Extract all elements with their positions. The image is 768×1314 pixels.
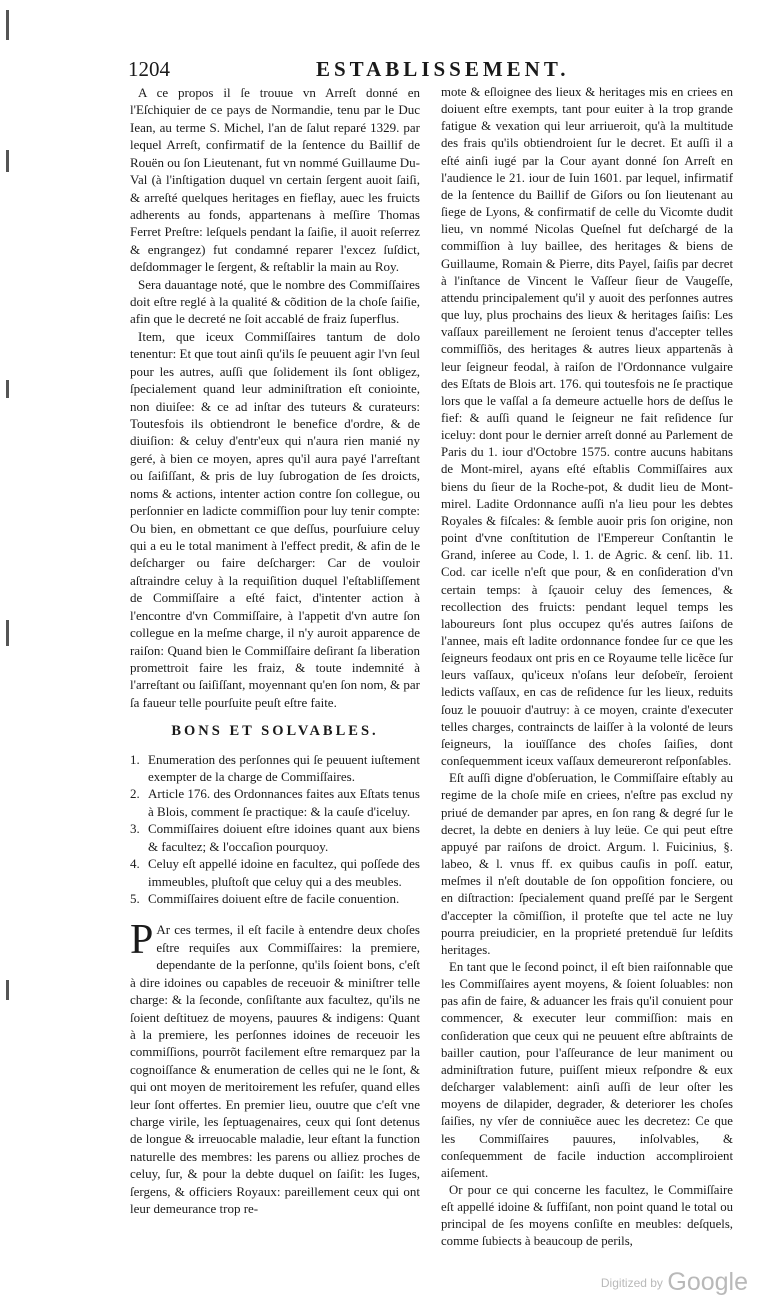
summary-item-number: 3. [130, 821, 140, 837]
paragraph: En tant que le ſecond poinct, il eſt bien raiſonnable que les Commiſſaires ayent moyens, & ſoient ſoluables: non pas afin de faire, & aduancer les frais qu'il conuient pour commencer, & executer leur commiſſion: mais en conſideration que ceux qui ne peuuent eſtre abſtraints de bailler caution, pour l'aſſeurance de leur maniment ou adminiſtration future, puiſſent mieux reſpondre & eux deſcharger valablement: ainſi auſſi de leur oſter les moyens de dilapider, degrader, & deteriorer les choſes ſaiſies, ny vſer de conniuẽce auec les decretez: Ce que les Commiſſaires pauures, inſolvables, & conſequemment de facile induction accompliroient aiſement. [441, 959, 733, 1180]
dropcap-paragraph-text: Ar ces termes, il eſt facile à entendre deux choſes eſtre requiſes aux Commiſſaires: la premiere, dependante de la perſonne, qu'ils ſoient bons, c'eſt à dire idoines ou capables de receuoir & miniſtrer telle charge: & la ſeconde, conſiſtante aux facultez, qu'ils ne ſoient deſtituez de moyens, pauures & indigens: Quant à la premiere, les perſonnes idoines de receuoir les commiſſions, pourrõt facilement eſtre remarquez par la cognoiſſance & enumeration de celles qui ne le ſont, & qui ont moyen de meritoirement les refuſer, quand elles leur ſont offertes. En premier lieu, ouutre que c'eſt vne charge virile, les ſeptuagenaires, ceux qui ſont detenus de longue & irreuocable maladie, leur eſtant la function naturelle des membres: les parens ou alliez proches de celuy, ſur, & pour la debte duquel on ſaiſit: les Iuges, ſergens, & officiers Royaux: pareillement ceux qui ont leur demeurance trop re- [130, 922, 420, 1217]
summary-item [130, 890, 420, 907]
page-number: 1204 [128, 57, 170, 81]
summary-item [130, 785, 420, 820]
page-header [128, 54, 728, 84]
dropcap-paragraph [130, 917, 420, 1217]
paragraph: Item, que iceux Commiſſaires tantum de dolo tenentur: Et que tout ainſi qu'ils ſe peuuent agir l'vn ſeul pour les autres, auſſi que ſolidement ils ſont obligez, ſpecialement quand leur adminiſtration eſt coniointe, non diuiſee: & ce ad inſtar des tuteurs & curateurs: Toutesfois ils obtiendront le benefice d'ordre, & de diuiſion: & celuy d'entr'eux qui n'aura rien manié ny geré, à bien ce moyen, apres qu'il aura payé l'arreſtant ou ſaiſiſſant, & pris de luy ſubrogation de ſes droicts, noms & actions, intenter action contre ſon collegue, ou perſonnier en ladicte commiſſion pour luy tenir compte: Ou bien, en obmettant ce que deſſus, pourſuiure celuy qui a eu le total maniment à l'effect predit, & afin de le deſcharger ou faire deſcharger: Car de vouloir aſtraindre celuy à la requiſition duquel l'eſtabliſſement de Commiſſaire a eſté faict, d'intenter action à l'encontre d'vn Commiſſaire, à l'appetit d'vn autre ſon collegue en la meſme charge, il n'y auroit apparence de raiſon: Quand bien le Commiſſaire deſirant ſa liberation promettroit faire les fraiz, & toute indemnité à l'arreſtant ou ſaiſiſſant, moyennant qu'en ſon nom, & par ſa faueur telle pourſuite peuſt eſtre faite. [130, 328, 420, 710]
summary-list [130, 751, 420, 908]
watermark-prefix: Digitized by [600, 1276, 663, 1290]
section-title: BONS ET SOLVABLES. [171, 723, 379, 740]
summary-item-number: 4. [130, 856, 140, 872]
summary-item-number: 1. [130, 751, 140, 767]
summary-item [130, 820, 420, 855]
drop-cap: P [130, 917, 154, 964]
running-title: ESTABLISSEMENT. [316, 57, 570, 81]
digitization-watermark [601, 1268, 748, 1297]
summary-item [130, 751, 420, 786]
paragraph: mote & eſloignee des lieux & heritages mis en criees en doiuent eſtre exempts, tant pour euiter à la trop grande fatigue & vexation qui leur arriueroit, qu'à la multitude des frais qu'ils obtiendroient ſur le decret. Et auſſi il a eſté ainſi iugé par la Cour ayant donné ſon Arreſt en l'audience le 21. iour de Iuin 1601. par lequel, infirmatif de la ſentence du Baillif de Giſors ou ſon lieutenant au ſiege de Lyons, & confirmatif de celle du Vicomte dudit lieu, vn nommé Nicolas Queſnel fut deſchargé de la commiſſion à luy baillee, des heritages & biens de Guillaume, Romain & Pierre, dits Payel, ſaiſis par decret à l'inſtance de Vincent le Vaſſeur ſieur de Vaugeſſe, attendu principalement qu'il y auoit des perſonnes autres que luy, plus prochains des lieux & heritages ſaiſis: Les vaſſaux pareillement ne ſeroient tenus d'accepter telles commiſſiõs, des heritages & autres lieux appartenãs à leur ſeigneur feodal, à raiſon de l'Ordonnance vulgaire des Eſtats de Blois art. 176. qui toutesfois ne ſe practique lors que le vaſſal a ſa demeure actuelle hors de deſſus le fief: & auſſi quand le ſeigneur ne fait reſidence ſur iceluy: dont pour le dernier arreſt donné au Parlement de Paris du 1. iour d'Octobre 1575. contre aucuns habitans de Mont-mirel, ayans eſté eſtablis Commiſſaires aux biens du ſieur de la Roche-pot, & dudit lieu de Mont-mirel. Ladite Ordonnance auſſi n'a lieu pour les debtes Royales & fiſcales: & ſemble auoir pris ſon origine, non point d'vne conſtitution de l'Empereur Conſtantin le Grand, inſeree au Code, l. 1. de Agric. & cenſ. lib. 11. Cod. car icelle n'eſt que pour, & en conſideration d'vn certain temps: à ſçauoir celuy des ſemences, & recollection des fruicts: pendant lequel temps les laboureurs ſont plus occupez qu'és autres ſaiſons de l'annee, mais eſt ladite ordonnance fondee ſur ce que les ſeigneurs feodaux ont pris en ce Royaume telle licẽce ſur leurs vaſſaux, qu'iceux n'oſans leur deſobeïr, ſeroient ledicts vaſſaux, en cas de reſidence ſur les lieux, reduits ſouz le pouuoir d'autruy: à ce moyen, crainte d'executer telles charges, contraincts de laiſſer à la volonté de leurs ſeigneurs, la iouïſſance des choſes ſaiſies, dont conſequemment iceux vaſſaux demeureront reſponſables. [441, 85, 733, 769]
summary-item-text: Commiſſaires doiuent eſtre de facile conuention. [148, 890, 400, 906]
paragraph: Eſt auſſi digne d'obſeruation, le Commiſſaire eſtably au regime de la choſe miſe en criees, n'eſtre pas exclud ny priué de demander par apres, en ſon rang & degré ſur le decret, la debte en deniers à luy leüe. Ce qui peut eſtre appuyé par raiſons de droict. Argum. l. Fuicinius, §. labeo, & l. vnus ff. ex quibus cauſis in poſſ. eatur, meſmes il n'eſt doutable de ſon oppoſition fonciere, ou en diſtraction: ſpecialement quand preſſé par le Sergent d'accepter la cõmiſſion, il proteſte que tel acte ne luy pourra preiudicier, en la proprieté pretenduë ſur leſdits heritages. [441, 771, 733, 957]
paragraph: Sera dauantage noté, que le nombre des Commiſſaires doit eſtre reglé à la qualité & cõdition de la choſe ſaiſie, afin que le decreté ne ſoit accablé de fraiz ſuperflus. [130, 276, 420, 327]
paragraph: Or pour ce qui concerne les facultez, le Commiſſaire eſt appellé idoine & ſuffiſant, non point quand le total ou principal de ſes moyens conſiſte en meubles: deſquels, comme ſubiects à beaucoup de perils, [441, 1183, 733, 1249]
right-column [441, 84, 733, 1251]
summary-item-text: Article 176. des Ordonnances faites aux Eſtats tenus à Blois, comment ſe practique: & la cauſe d'iceluy. [148, 786, 420, 819]
summary-item [130, 855, 420, 890]
watermark-brand: Google [667, 1268, 748, 1296]
summary-item-number: 5. [130, 890, 140, 906]
summary-item-text: Commiſſaires doiuent eſtre idoines quant aux biens & facultez; & l'occaſion pourquoy. [148, 821, 420, 854]
summary-item-text: Celuy eſt appellé idoine en facultez, qui poſſede des immeubles, pluſtoſt que celuy qui a des meubles. [148, 856, 420, 889]
paragraph: A ce propos il ſe trouue vn Arreſt donné en l'Eſchiquier de ce pays de Normandie, tenu par le Duc Iean, au terme S. Michel, l'an de ſalut reparé 1329. par lequel Arreſt, confirmatif de la ſentence du Baillif de Rouën ou ſon Lieutenant, fut vn nommé Guillaume Du-Val (à l'inſtigation duquel vn certain ſergent auoit ſaiſi, & arreſté quelques heritages en fieflay, auec les fruicts adherents au fonds, appartenans à meſſire Thomas Ferret Preſtre: leſquels pendant la ſaiſie, il auoit reſerrez & engrangez) fut condamné reparer l'excez ſuſdict, deſdommager le ſergent, & reſtablir la main au Roy. [130, 85, 420, 275]
binding-edge [6, 0, 20, 1314]
summary-item-number: 2. [130, 786, 140, 802]
left-column [130, 84, 420, 1218]
summary-item-text: Enumeration des perſonnes qui ſe peuuent iuſtement exempter de la charge de Commiſſaires. [148, 751, 420, 785]
